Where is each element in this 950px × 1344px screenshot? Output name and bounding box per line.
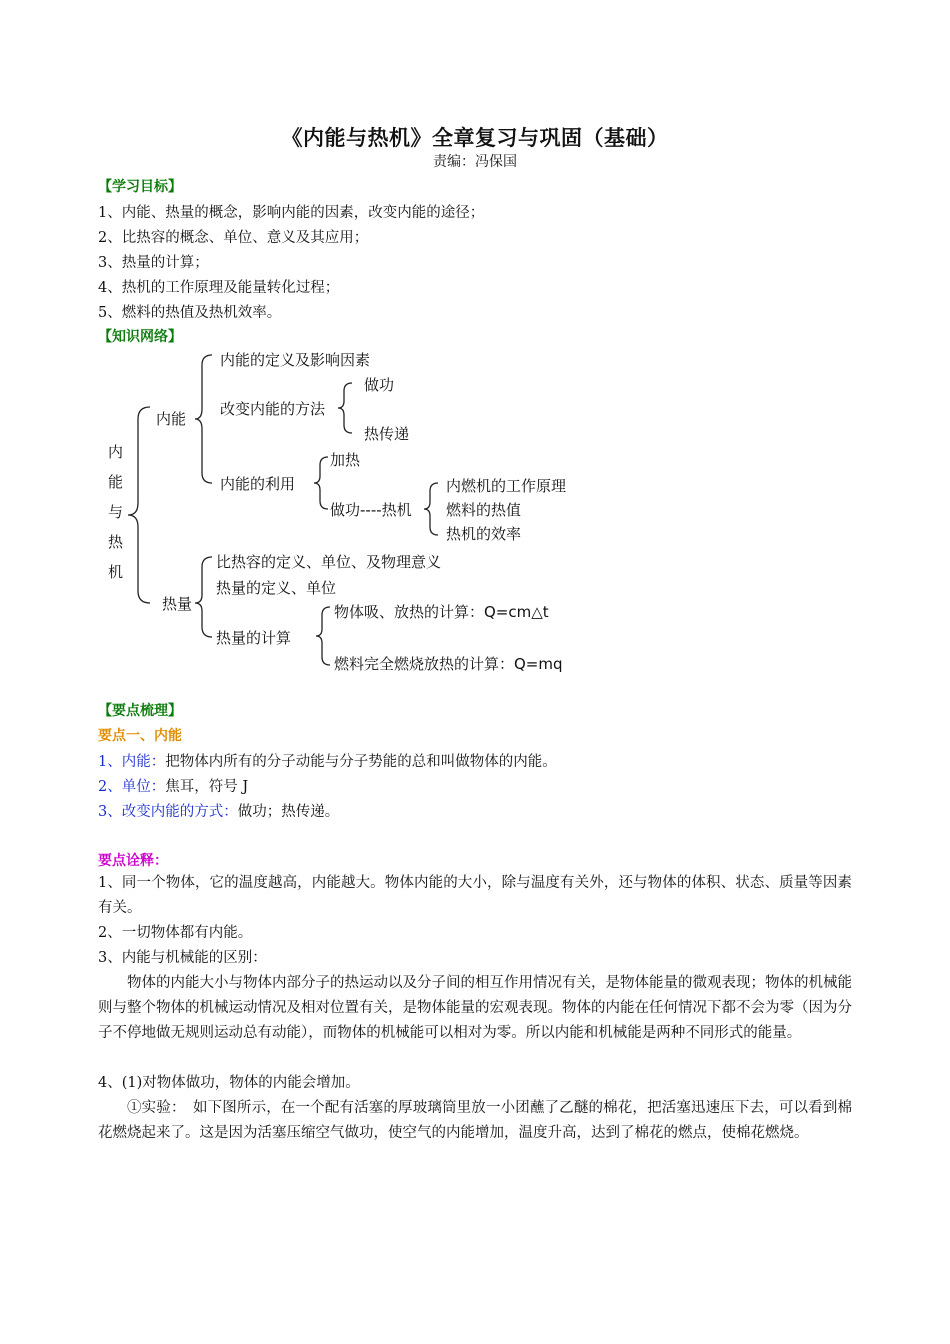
objective-item: 4、热机的工作原理及能量转化过程； <box>98 280 340 296</box>
objective-item: 3、热量的计算； <box>98 255 209 271</box>
point-item <box>98 800 339 821</box>
objective-item: 5、燃料的热值及热机效率。 <box>98 305 282 321</box>
reliang-brace <box>195 557 212 637</box>
explanation-paragraph: 4、(1)对物体做功，物体的内能会增加。 <box>98 1075 360 1091</box>
node-absorb-formula: 物体吸、放热的计算：Q=cm△t <box>334 603 549 621</box>
node-heat-definition: 热量的定义、单位 <box>216 579 337 597</box>
root-char: 与 <box>108 503 124 521</box>
objective-item: 2、比热容的概念、单位、意义及其应用； <box>98 230 369 246</box>
node-fuel-formula: 燃料完全燃烧放热的计算：Q=mq <box>334 655 563 673</box>
node-work: 做功 <box>364 376 395 394</box>
point-label: 3、改变内能的方式： <box>98 804 238 820</box>
point1-heading: 要点一、内能 <box>98 728 182 744</box>
objectives-heading: 【学习目标】 <box>98 179 182 195</box>
knowledge-network-diagram <box>0 345 950 685</box>
neineng-brace <box>195 355 212 483</box>
node-change-method: 改变内能的方法 <box>220 400 326 418</box>
author-line: 责编：冯保国 <box>433 154 517 170</box>
explanation-paragraph: 物体的内能大小与物体内部分子的热运动以及分子间的相互作用情况有关，是物体能量的微观表现；物体的机械能则与整个物体的机械运动情况及相对位置有关，是物体能量的宏观表现。物体的内能在任何情况下都不会为零（因为分子不停地做无规则运动总有动能），而物体的机械能可以相对为零。所以内能和机械能是两种不同形式的能量。 <box>98 975 852 1041</box>
node-heat-transfer: 热传递 <box>364 425 410 443</box>
point-item <box>98 775 248 796</box>
root-char: 内 <box>108 443 124 461</box>
point-item <box>98 750 557 771</box>
use-brace <box>314 457 328 509</box>
root-char: 热 <box>108 533 124 551</box>
node-heat-calc: 热量的计算 <box>216 629 292 647</box>
explanation-paragraph: 1、同一个物体，它的温度越高，内能越大。物体内能的大小，除与温度有关外，还与物体的体积、状态、质量等因素有关。 <box>98 875 852 916</box>
point-text: 焦耳，符号 J <box>165 779 249 795</box>
network-heading: 【知识网络】 <box>98 329 182 345</box>
node-fuel-value: 燃料的热值 <box>446 501 522 519</box>
node-heating: 加热 <box>330 451 361 469</box>
node-reliang: 热量 <box>162 595 193 613</box>
point-text: 把物体内所有的分子动能与分子势能的总和叫做物体的内能。 <box>165 754 557 770</box>
explanation-heading: 要点诠释： <box>98 853 168 869</box>
point-label: 1、内能： <box>98 754 166 770</box>
node-engine-principle: 内燃机的工作原理 <box>446 477 567 495</box>
calc-brace <box>316 607 330 665</box>
node-use: 内能的利用 <box>220 475 296 493</box>
node-specific-heat: 比热容的定义、单位、及物理意义 <box>216 553 442 571</box>
node-neineng: 内能 <box>156 410 187 428</box>
page-title: 《内能与热机》全章复习与巩固（基础） <box>281 126 669 150</box>
explanation-paragraph: 2、一切物体都有内能。 <box>98 925 253 941</box>
explanation-paragraph: ①实验： 如下图所示，在一个配有活塞的厚玻璃筒里放一小团蘸了乙醚的棉花，把活塞迅速压下去，可以看到棉花燃烧起来了。这是因为活塞压缩空气做功，使空气的内能增加，温度升高，达到了棉花的燃点，使棉花燃烧。 <box>98 1100 852 1141</box>
objective-item: 1、内能、热量的概念，影响内能的因素，改变内能的途径； <box>98 205 485 221</box>
root-char: 能 <box>108 473 124 491</box>
change-method-brace <box>338 383 352 433</box>
node-engine-efficiency: 热机的效率 <box>446 525 522 543</box>
root-char: 机 <box>108 563 124 581</box>
node-definition: 内能的定义及影响因素 <box>220 351 371 369</box>
point-label: 2、单位： <box>98 779 166 795</box>
node-work-engine: 做功----热机 <box>330 501 412 519</box>
engine-brace <box>424 483 438 535</box>
keypoints-heading: 【要点梳理】 <box>98 703 182 719</box>
root-brace <box>128 407 150 603</box>
point-text: 做功；热传递。 <box>237 804 340 820</box>
explanation-paragraph: 3、内能与机械能的区别： <box>98 950 267 966</box>
